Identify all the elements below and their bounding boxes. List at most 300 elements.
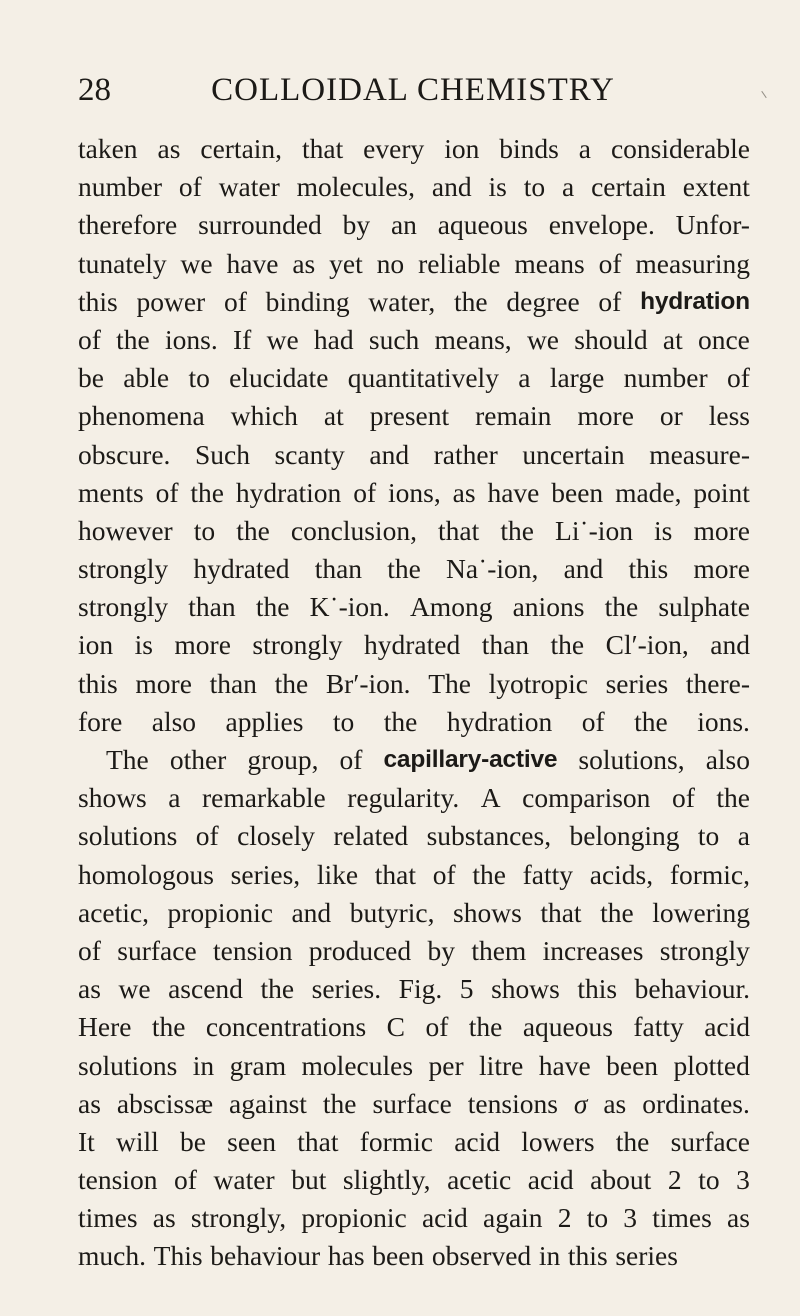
- word: hydrated: [193, 553, 290, 585]
- word: surface: [372, 1087, 452, 1119]
- word: binding: [265, 285, 350, 317]
- word: be: [78, 362, 104, 394]
- word: reliable: [418, 247, 501, 279]
- text-line: [78, 359, 750, 397]
- word: of: [598, 247, 622, 279]
- word: and: [710, 629, 750, 661]
- word: molecules,: [296, 171, 416, 203]
- text-line: [78, 665, 750, 703]
- word: tunately: [78, 247, 167, 279]
- word: this: [78, 285, 118, 317]
- word: is: [654, 514, 673, 546]
- word: envelope.: [548, 209, 655, 241]
- word: strongly: [252, 629, 343, 661]
- word: the: [615, 1125, 650, 1157]
- word: A: [480, 782, 501, 814]
- word: of: [432, 858, 456, 890]
- word: and: [291, 896, 332, 928]
- word: Unfor-: [675, 209, 750, 241]
- word: of: [425, 1011, 449, 1043]
- word: able: [123, 362, 170, 394]
- word: degree: [506, 285, 580, 317]
- word: hydration: [235, 476, 342, 508]
- word: C: [386, 1011, 406, 1043]
- text-line: [78, 397, 750, 435]
- word: than: [481, 629, 530, 661]
- word: we: [180, 247, 213, 279]
- word: the: [255, 591, 290, 623]
- page-number: 28: [78, 72, 111, 108]
- emphasized-word: capillary-active: [383, 746, 558, 773]
- word: fore: [78, 705, 123, 737]
- page-header: [78, 70, 748, 120]
- text-line: [78, 741, 750, 779]
- word: measure-: [649, 438, 750, 470]
- word: of: [178, 171, 202, 203]
- word: Li˙-ion: [555, 514, 633, 546]
- emphasized-word: hydration: [640, 287, 750, 315]
- word: It: [78, 1125, 95, 1157]
- word: has: [327, 1240, 365, 1272]
- word: again: [482, 1202, 543, 1234]
- word: The: [106, 744, 149, 775]
- word: comparison: [522, 782, 651, 814]
- word: belonging: [569, 820, 680, 852]
- text-line: [78, 779, 750, 817]
- word: a: [578, 133, 592, 164]
- word: the: [716, 782, 750, 814]
- word: water: [218, 171, 280, 203]
- word: Cl′-ion,: [605, 629, 689, 661]
- word: obscure.: [78, 438, 171, 470]
- word: means,: [434, 323, 512, 355]
- word: considerable: [610, 133, 750, 164]
- word: present: [369, 400, 450, 432]
- word: the: [472, 858, 506, 890]
- word: surface: [117, 934, 197, 966]
- word: that: [438, 514, 480, 546]
- word: as: [292, 247, 316, 279]
- word: than: [209, 667, 257, 699]
- word: times: [652, 1202, 712, 1234]
- word: acetic,: [78, 896, 149, 928]
- word: no: [376, 247, 405, 279]
- word: This: [153, 1240, 203, 1272]
- running-head: COLLOIDAL CHEMISTRY: [211, 72, 615, 108]
- word: series: [615, 1240, 678, 1272]
- word: and: [431, 171, 472, 203]
- word: extent: [682, 171, 750, 203]
- word: water: [213, 1164, 275, 1196]
- word: series: [605, 667, 669, 699]
- word: the: [322, 1087, 357, 1119]
- text-line: [78, 856, 750, 894]
- word: produced: [308, 934, 412, 966]
- word: 5: [459, 973, 474, 1005]
- text-line: [78, 588, 750, 626]
- word: the: [634, 705, 668, 737]
- word: solutions: [78, 820, 178, 852]
- word: the: [190, 476, 225, 508]
- word: shows: [78, 782, 147, 814]
- word: propionic: [301, 1202, 407, 1234]
- word: such: [368, 323, 420, 355]
- word: which: [230, 400, 298, 432]
- word: Na˙-ion,: [446, 553, 539, 585]
- word: that: [297, 1125, 339, 1157]
- word: once: [697, 323, 750, 355]
- word: more: [174, 629, 231, 661]
- word: applies: [225, 705, 304, 737]
- word: of: [671, 782, 695, 814]
- text-line: [78, 245, 750, 283]
- word: behaviour: [210, 1240, 321, 1272]
- word: Such: [194, 438, 250, 470]
- word: quantitatively: [347, 362, 499, 394]
- word: acid: [704, 1011, 750, 1043]
- word: group,: [247, 744, 319, 775]
- word: certain,: [200, 133, 283, 164]
- word: conclusion,: [290, 514, 417, 546]
- word: about: [590, 1164, 652, 1196]
- word: of: [726, 362, 750, 394]
- word: more: [693, 514, 750, 546]
- word: point: [693, 476, 750, 508]
- word: 3: [623, 1202, 638, 1234]
- word: fatty: [633, 1011, 684, 1043]
- word: ions.: [697, 705, 750, 737]
- word: of: [223, 285, 247, 317]
- word: anions: [512, 591, 585, 623]
- word: we: [266, 323, 299, 355]
- word: by: [342, 209, 371, 241]
- word: than: [188, 591, 236, 623]
- word: formic: [359, 1125, 434, 1157]
- word: litre: [479, 1049, 524, 1081]
- word: ion: [78, 629, 114, 661]
- word: solutions,: [578, 744, 685, 775]
- word: homologous: [78, 858, 214, 890]
- text-line: [78, 1047, 750, 1085]
- word: a: [561, 171, 575, 203]
- word: binds: [499, 133, 559, 164]
- word: means: [514, 247, 585, 279]
- word: K˙-ion.: [309, 591, 390, 623]
- word: that: [301, 133, 344, 164]
- word: regularity.: [347, 782, 460, 814]
- word: rather: [433, 438, 498, 470]
- word: have: [487, 476, 540, 508]
- word: as: [152, 1202, 176, 1234]
- word: surface: [670, 1125, 750, 1157]
- word: series.: [311, 973, 382, 1005]
- text-line: [78, 206, 750, 244]
- word: of: [581, 705, 605, 737]
- word: had: [313, 323, 354, 355]
- word: molecules: [301, 1049, 414, 1081]
- word: closely: [237, 820, 315, 852]
- word: we: [526, 323, 560, 355]
- word: been: [372, 1240, 425, 1272]
- word: seen: [227, 1125, 277, 1157]
- word: shows: [491, 973, 560, 1005]
- word: sulphate: [658, 591, 750, 623]
- word: certain: [591, 171, 666, 203]
- word: to: [523, 171, 546, 203]
- word: large: [549, 362, 605, 394]
- word: much.: [78, 1240, 146, 1272]
- word: aqueous: [437, 209, 528, 241]
- word: and: [369, 438, 410, 470]
- word: strongly: [659, 934, 750, 966]
- word: this: [78, 667, 118, 699]
- word: as: [157, 133, 181, 164]
- word: to: [586, 1202, 609, 1234]
- word: therefore: [78, 209, 178, 241]
- word: to: [698, 1164, 720, 1196]
- word: the: [550, 629, 585, 661]
- word: lowering: [652, 896, 750, 928]
- word: however: [78, 514, 173, 546]
- word: the: [600, 896, 634, 928]
- word: per: [428, 1049, 464, 1081]
- word: that: [540, 896, 582, 928]
- corner-mark: [761, 91, 766, 98]
- word: the: [260, 973, 295, 1005]
- word: the: [383, 705, 418, 737]
- word: tension: [78, 1164, 158, 1196]
- word: number: [78, 171, 163, 203]
- word: this: [628, 553, 669, 585]
- word: power: [136, 285, 206, 317]
- word: uncertain: [522, 438, 625, 470]
- text-line: [78, 130, 750, 168]
- word: of: [78, 323, 101, 355]
- word: propionic: [167, 896, 273, 928]
- word: a: [737, 820, 750, 852]
- word: as: [727, 1202, 750, 1234]
- word: acid: [527, 1164, 574, 1196]
- word: ments: [78, 476, 144, 508]
- word: to: [332, 705, 355, 737]
- word: times: [78, 1202, 138, 1234]
- word: measuring: [635, 247, 750, 279]
- word: less: [708, 400, 750, 432]
- word: of: [339, 744, 363, 775]
- word: in: [192, 1049, 215, 1081]
- word: related: [333, 820, 409, 852]
- word: ordinates.: [642, 1087, 750, 1119]
- word: to: [188, 362, 210, 394]
- word: is: [488, 171, 507, 203]
- word: have: [538, 1049, 591, 1081]
- text-line: [78, 1008, 750, 1046]
- text-line: [78, 1123, 750, 1161]
- text-line: [78, 894, 750, 932]
- word: scanty: [274, 438, 345, 470]
- italic-symbol: σ: [573, 1087, 588, 1119]
- word: strongly: [78, 591, 169, 623]
- word: also: [705, 744, 750, 775]
- word: more: [693, 553, 750, 585]
- text-line: [78, 436, 750, 474]
- word: slightly,: [342, 1164, 431, 1196]
- word: observed: [431, 1240, 532, 1272]
- word: or: [659, 400, 683, 432]
- word: in: [538, 1240, 561, 1272]
- word: should: [574, 323, 648, 355]
- word: every: [363, 133, 425, 164]
- word: hydrated: [364, 629, 461, 661]
- word: of: [155, 476, 179, 508]
- word: ions.: [165, 323, 218, 355]
- word: remarkable: [202, 782, 326, 814]
- word: ascend: [168, 973, 243, 1005]
- word: formic,: [669, 858, 750, 890]
- text-line: [78, 703, 750, 741]
- word: this: [577, 973, 618, 1005]
- word: will: [116, 1125, 159, 1157]
- word: acetic: [447, 1164, 512, 1196]
- word: taken: [78, 133, 138, 164]
- text-line: [78, 168, 750, 206]
- word: as: [603, 1087, 627, 1119]
- text-line: [78, 970, 750, 1008]
- word: phenomena: [78, 400, 205, 432]
- word: of: [353, 476, 377, 508]
- word: an: [390, 209, 417, 241]
- word: as: [452, 476, 476, 508]
- word: 2: [667, 1164, 682, 1196]
- word: the: [454, 285, 488, 317]
- text-line: [78, 1199, 750, 1237]
- word: solutions: [78, 1049, 178, 1081]
- word: aqueous: [522, 1011, 613, 1043]
- text-line: [78, 550, 750, 588]
- text-line: [78, 932, 750, 970]
- word: If: [233, 323, 252, 355]
- word: at: [323, 400, 344, 432]
- word: the: [500, 514, 534, 546]
- word: behaviour.: [634, 973, 750, 1005]
- text-line: [78, 474, 750, 512]
- word: plotted: [673, 1049, 750, 1081]
- word: lyotropic: [488, 667, 588, 699]
- word: strongly,: [190, 1202, 287, 1234]
- word: acid: [454, 1125, 501, 1157]
- word: made,: [615, 476, 682, 508]
- word: of: [78, 934, 101, 966]
- word: more: [577, 400, 634, 432]
- word: the: [236, 514, 270, 546]
- word: there-: [685, 667, 750, 699]
- word: that: [374, 858, 417, 890]
- word: butyric,: [349, 896, 435, 928]
- word: have: [226, 247, 279, 279]
- word: 2: [557, 1202, 572, 1234]
- word: ions,: [388, 476, 441, 508]
- word: than: [314, 553, 363, 585]
- word: fatty: [522, 858, 574, 890]
- text-line: [78, 283, 750, 321]
- word: other: [169, 744, 227, 775]
- word: number: [623, 362, 708, 394]
- text-line: [78, 321, 750, 359]
- word: The: [428, 667, 471, 699]
- word: lowers: [521, 1125, 595, 1157]
- word: yet: [329, 247, 363, 279]
- word: this: [567, 1240, 608, 1272]
- word: substances,: [426, 820, 552, 852]
- word: also: [151, 705, 197, 737]
- word: to: [697, 820, 720, 852]
- word: a: [518, 362, 531, 394]
- word: Here: [78, 1011, 132, 1043]
- word: the: [387, 553, 421, 585]
- text-line: [78, 1161, 750, 1199]
- word: like: [316, 858, 359, 890]
- word: be: [180, 1125, 206, 1157]
- word: concentrations: [205, 1011, 367, 1043]
- word: remain: [475, 400, 552, 432]
- word: of: [174, 1164, 197, 1196]
- word: Among: [409, 591, 493, 623]
- word: by: [427, 934, 455, 966]
- text-line: [78, 1237, 750, 1275]
- word: is: [134, 629, 153, 661]
- word: hydration: [446, 705, 553, 737]
- word: and: [563, 553, 604, 585]
- word: of: [195, 820, 219, 852]
- word: the: [468, 1011, 503, 1043]
- body-text: [78, 130, 750, 1276]
- word: acids,: [589, 858, 654, 890]
- word: Br′-ion.: [325, 667, 411, 699]
- word: been: [551, 476, 604, 508]
- word: them: [471, 934, 527, 966]
- word: water,: [368, 285, 436, 317]
- word: at: [662, 323, 683, 355]
- word: elucidate: [229, 362, 329, 394]
- word: abscissæ: [116, 1087, 214, 1119]
- word: tension: [213, 934, 293, 966]
- word: more: [135, 667, 192, 699]
- word: the: [604, 591, 639, 623]
- word: surrounded: [198, 209, 322, 241]
- word: Fig.: [398, 973, 443, 1005]
- word: to: [193, 514, 216, 546]
- word: of: [598, 285, 622, 317]
- text-line: [78, 817, 750, 855]
- word: ion: [444, 133, 480, 164]
- word: 3: [736, 1164, 750, 1196]
- word: but: [291, 1164, 327, 1196]
- word: series,: [230, 858, 301, 890]
- word: tensions: [467, 1087, 558, 1119]
- word: as: [78, 1087, 101, 1119]
- word: we: [118, 973, 151, 1005]
- text-line: [78, 512, 750, 550]
- word: a: [168, 782, 181, 814]
- text-line: [78, 626, 750, 664]
- word: the: [274, 667, 309, 699]
- word: increases: [542, 934, 644, 966]
- word: gram: [229, 1049, 287, 1081]
- word: the: [116, 323, 150, 355]
- word: against: [229, 1087, 307, 1119]
- word: the: [151, 1011, 186, 1043]
- word: been: [606, 1049, 659, 1081]
